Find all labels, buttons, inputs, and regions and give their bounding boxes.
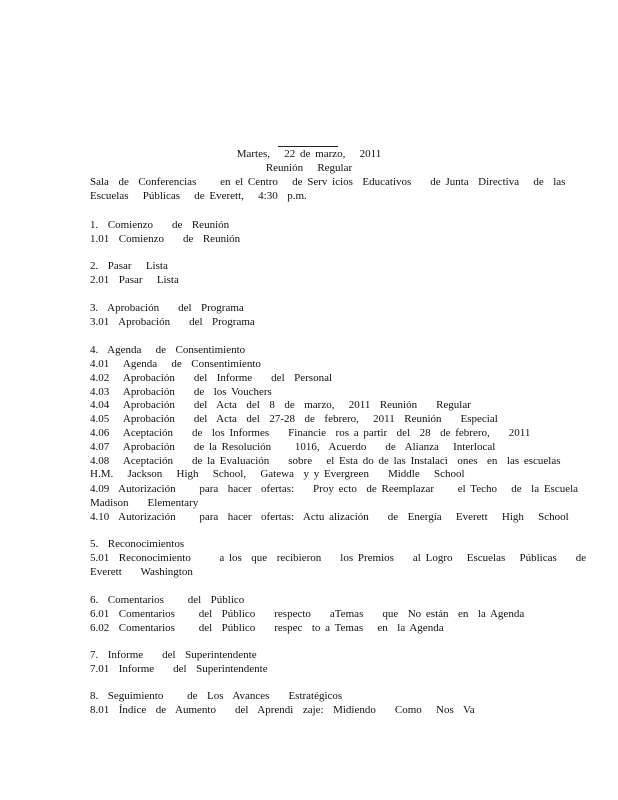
section-heading: 5. Reconocimientos	[90, 538, 185, 550]
section-heading: 6. Comentarios del Público	[90, 594, 245, 606]
agenda-item: 6.01 Comentarios del Público respecto aTemas que No están en la Agenda	[90, 608, 525, 620]
meeting-type: Reunión Regular	[265, 162, 353, 174]
agenda-item: 4.04 Aprobación del Acta del 8 de marzo, 2011 Reunión Regular	[90, 399, 471, 411]
agenda-item: 1.01 Comienzo de Reunión	[90, 233, 241, 245]
section-heading: 3. Aprobación del Programa	[90, 302, 244, 314]
agenda-item: 4.03 Aprobación de los Vouchers	[90, 386, 272, 398]
location-line-1: Sala de Conferencias en el Centro de Serv icios Educativos de Junta Directiva de las	[90, 176, 566, 188]
section-heading: 8. Seguimiento de Los Avances Estratégicos	[90, 690, 343, 702]
date-line: Martes, 22 de marzo, 2011	[236, 148, 382, 160]
agenda-item: 3.01 Aprobación del Programa	[90, 316, 255, 328]
agenda-item: 5.01 Reconocimiento a los que recibieron los Premios al Logro Escuelas Públicas de	[90, 552, 587, 564]
agenda-item-continuation: Madison Elementary	[90, 497, 199, 509]
agenda-item: 2.01 Pasar Lista	[90, 274, 179, 286]
section-heading: 1. Comienzo de Reunión	[90, 219, 230, 231]
agenda-item-continuation: Everett Washington	[90, 566, 193, 578]
agenda-item: 6.02 Comentarios del Público respec to a Temas en la Agenda	[90, 622, 444, 634]
agenda-item: 4.09 Autorización para hacer ofertas: Proy ecto de Reemplazar el Techo de la Escuela	[90, 483, 579, 495]
agenda-item: 4.07 Aprobación de la Resolución 1016, Acuerdo de Alianza Interlocal	[90, 441, 496, 453]
section-heading: 2. Pasar Lista	[90, 260, 168, 272]
agenda-item: 8.01 Índice de Aumento del Aprendi zaje: Midiendo Como Nos Va	[90, 704, 475, 716]
agenda-item-continuation: H.M. Jackson High School, Gatewa y y Evergreen Middle School	[90, 468, 465, 480]
agenda-item: 4.08 Aceptación de la Evaluación sobre el Esta do de las Instalaci ones en las escuelas	[90, 455, 561, 467]
agenda-item: 4.05 Aprobación del Acta del 27-28 de febrero, 2011 Reunión Especial	[90, 413, 498, 425]
section-heading: 4. Agenda de Consentimiento	[90, 344, 246, 356]
agenda-item: 4.02 Aprobación del Informe del Personal	[90, 372, 333, 384]
location-line-2: Escuelas Públicas de Everett, 4:30 p.m.	[90, 190, 307, 202]
section-heading: 7. Informe del Superintendente	[90, 649, 257, 661]
header-rule	[278, 146, 338, 147]
agenda-item: 7.01 Informe del Superintendente	[90, 663, 268, 675]
agenda-item: 4.01 Agenda de Consentimiento	[90, 358, 261, 370]
agenda-item: 4.10 Autorización para hacer ofertas: Actu alización de Energía Everett High School	[90, 511, 569, 523]
agenda-item: 4.06 Aceptación de los Informes Financie ros a partir del 28 de febrero, 2011	[90, 427, 531, 439]
